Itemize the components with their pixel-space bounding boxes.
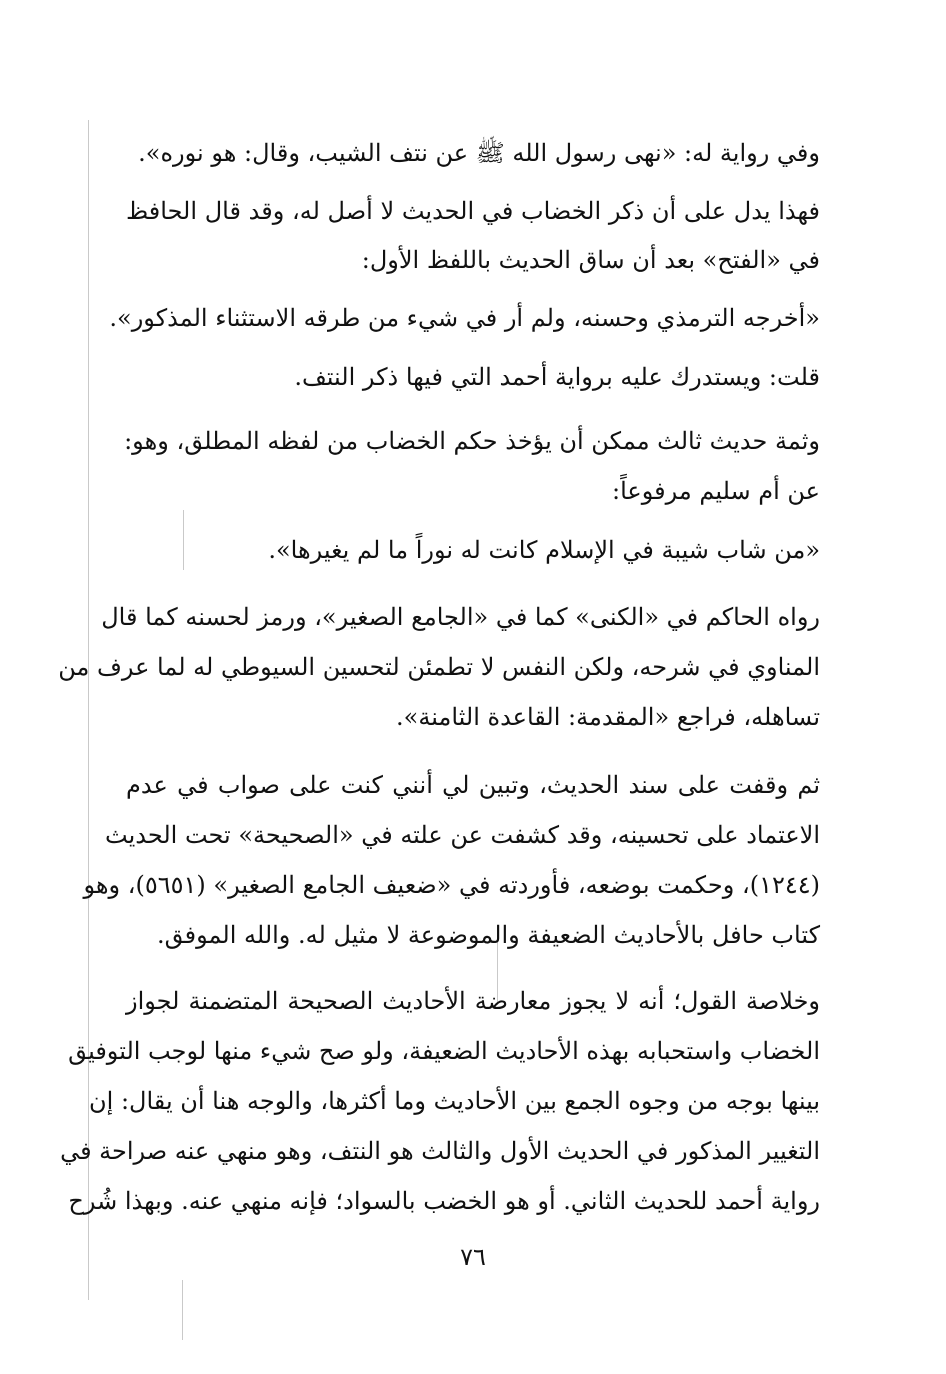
text-line: المناوي في شرحه، ولكن النفس لا تطمئن لتحسين السيوطي له لما عرف من [58,653,820,681]
scan-mark [183,510,184,570]
text-line: رواية أحمد للحديث الثاني. أو هو الخضب بالسواد؛ فإنه منهي عنه. وبهذا شُرح [68,1187,820,1215]
text-line: قلت: ويستدرك عليه برواية أحمد التي فيها ذكر النتف. [294,363,820,391]
text-line: في «الفتح» بعد أن ساق الحديث باللفظ الأول: [361,246,820,274]
text-line: تساهله، فراجع «المقدمة: القاعدة الثامنة». [396,703,820,731]
text-line: وثمة حديث ثالث ممكن أن يؤخذ حكم الخضاب من لفظه المطلق، وهو: [124,427,820,455]
text-line: التغيير المذكور في الحديث الأول والثالث هو النتف، وهو منهي عنه صراحة في [60,1137,820,1165]
text-line: فهذا يدل على أن ذكر الخضاب في الحديث لا أصل له، وقد قال الحافظ [126,197,820,225]
scan-mark [88,120,89,1300]
text-line: عن أم سليم مرفوعاً: [612,477,820,505]
text-line: وخلاصة القول؛ أنه لا يجوز معارضة الأحاديث الصحيحة المتضمنة لجواز [126,987,821,1015]
text-line: وفي رواية له: «نهى رسول الله ﷺ عن نتف الشيب، وقال: هو نوره». [138,139,820,167]
text-line: كتاب حافل بالأحاديث الضعيفة والموضوعة لا مثيل له. والله الموفق. [157,921,820,949]
text-line: الاعتماد على تحسينه، وقد كشفت عن علته في «الصحيحة» تحت الحديث [105,821,820,849]
text-line: رواه الحاكم في «الكنى» كما في «الجامع الصغير»، ورمز لحسنه كما قال [101,603,820,631]
text-line: «أخرجه الترمذي وحسنه، ولم أر في شيء من طرقه الاستثناء المذكور». [109,304,820,332]
text-line: الخضاب واستحبابه بهذه الأحاديث الضعيفة، ولو صح شيء منها لوجب التوفيق [68,1037,820,1065]
text-line: ثم وقفت على سند الحديث، وتبين لي أنني كنت على صواب في عدم [126,771,820,799]
page-number: ٧٦ [460,1243,486,1271]
text-line: بينها بوجه من وجوه الجمع بين الأحاديث وما أكثرها، والوجه هنا أن يقال: إن [89,1087,820,1115]
scan-mark [182,1280,183,1340]
text-line: (١٢٤٤)، وحكمت بوضعه، فأوردته في «ضعيف الجامع الصغير» (٥٦٥١)، وهو [83,871,820,899]
text-line: «من شاب شيبة في الإسلام كانت له نوراً ما لم يغيرها». [268,536,820,564]
